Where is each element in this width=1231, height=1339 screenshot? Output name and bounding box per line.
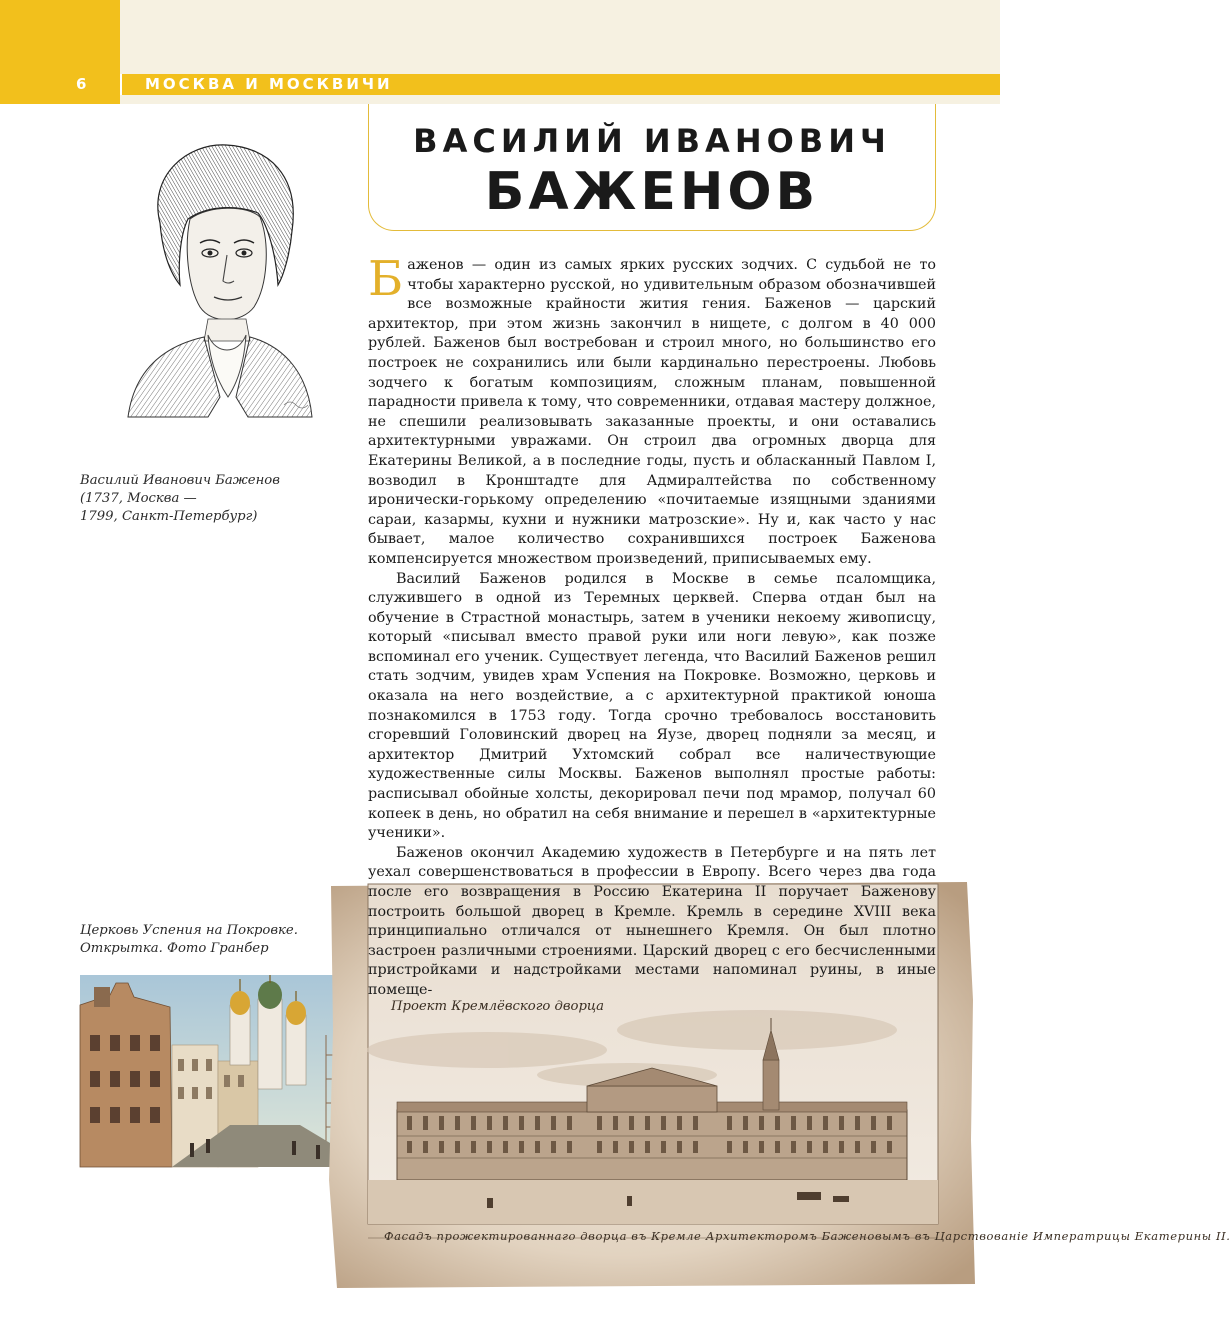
title-box — [368, 104, 936, 231]
portrait-caption — [80, 472, 340, 526]
section-title: МОСКВА И МОСКВИЧИ — [145, 75, 393, 93]
palace-caption: Проект Кремлёвского дворца — [391, 999, 604, 1014]
title-surname: БАЖЕНОВ — [484, 162, 820, 222]
article-body — [368, 251, 936, 1001]
article-paragraph — [368, 251, 936, 570]
header-separator — [120, 74, 122, 95]
drop-cap: Б — [368, 251, 404, 307]
engraving-inscription: Фасадъ прожектированнаго дворца въ Кремле Архитекторомъ Баженовымъ въ Царствованіе Императрицы Екатерины II. — [384, 1229, 1231, 1243]
portrait-caption-line: 1799, Санкт-Петербург) — [80, 509, 258, 524]
church-caption-line: Открытка. Фото Гранбер — [80, 941, 269, 956]
church-caption — [80, 922, 330, 958]
article-paragraph: Василий Баженов родился в Москве в семье псаломщика, служившего в одной из Теремных церквей. Сперва отдан был на обучение в Страстной монастырь, затем в ученики некоему живописцу, который «писывал вместо правой руки или ноги левую», как позже вспоминал его ученик. Существует легенда, что Василий Баженов решил стать зодчим, увидев храм Успения на Покровке. Возможно, церковь и оказала на него воздействие, а с архитектурной практикой юноша познакомился в 1753 году. Тогда срочно требовалось восстановить сгоревший Головинский дворец на Яузе, дворец подняли за месяц, и архитектор Дмитрий Ухтомский собрал все наличествующие художественные силы Москвы. Баженов выполнял простые работы: расписывал обойные холсты, декорировал печи под мрамор, получал 60 копеек в день, но обратил на себя внимание и перешел в «архитектурные ученики». — [368, 570, 936, 842]
page-number: 6 — [76, 75, 87, 93]
title-first-names: ВАСИЛИЙ ИВАНОВИЧ — [413, 122, 891, 160]
article-paragraph-text: аженов — один из самых ярких русских зодчих. С судьбой не то чтобы характерно русской, но удивительным образом обозначившей все возможные крайности жития гения. Баженов — царский архитектор, при этом жизнь закончил в нищете, с долгом в 40 000 рублей. Баженов был востребован и строил много, но большинство его построек не сохранились или были кардинально перестроены. Любовь зодчего к богатым композициям, сложным планам, повышенной парадности привела к тому, что современники, отдавая мастеру должное, не спешили реализовывать заказанные проекты, и они оставались архитектурными увражами. Он строил два огромных дворца для Екатерины Великой, а в последние годы, пусть и обласканный Павлом I, возводил в Кронштадте для Адмиралтейства по собственному иронически-горькому определению «почитаемые изящными зданиями сараи, казармы, кухни и нужники матрозские». Ну и, как часто у нас бывает, малое количество сохранившихся построек Баженова компенсируется множеством произведений, приписываемых ему. — [368, 257, 936, 567]
portrait-caption-line: Василий Иванович Баженов — [80, 473, 280, 488]
portrait-caption-line: (1737, Москва — — [80, 491, 197, 506]
portrait-engraving — [108, 135, 332, 417]
church-caption-line: Церковь Успения на Покровке. — [80, 923, 298, 938]
article-paragraph: Баженов окончил Академию художеств в Петербурге и на пять лет уехал совершенствоваться в профессии в Европу. Всего через два года после его возвращения в Россию Екатерина II поручает Баженову построить большой дворец в Кремле. Кремль в середине XVIII века принципиально отличался от нынешнего Кремля. Он был плотно застроен различными строениями. Царский дворец с его бесчисленными пристройками и надстройками местами напоминал руины, в иные помеще- — [368, 844, 936, 998]
